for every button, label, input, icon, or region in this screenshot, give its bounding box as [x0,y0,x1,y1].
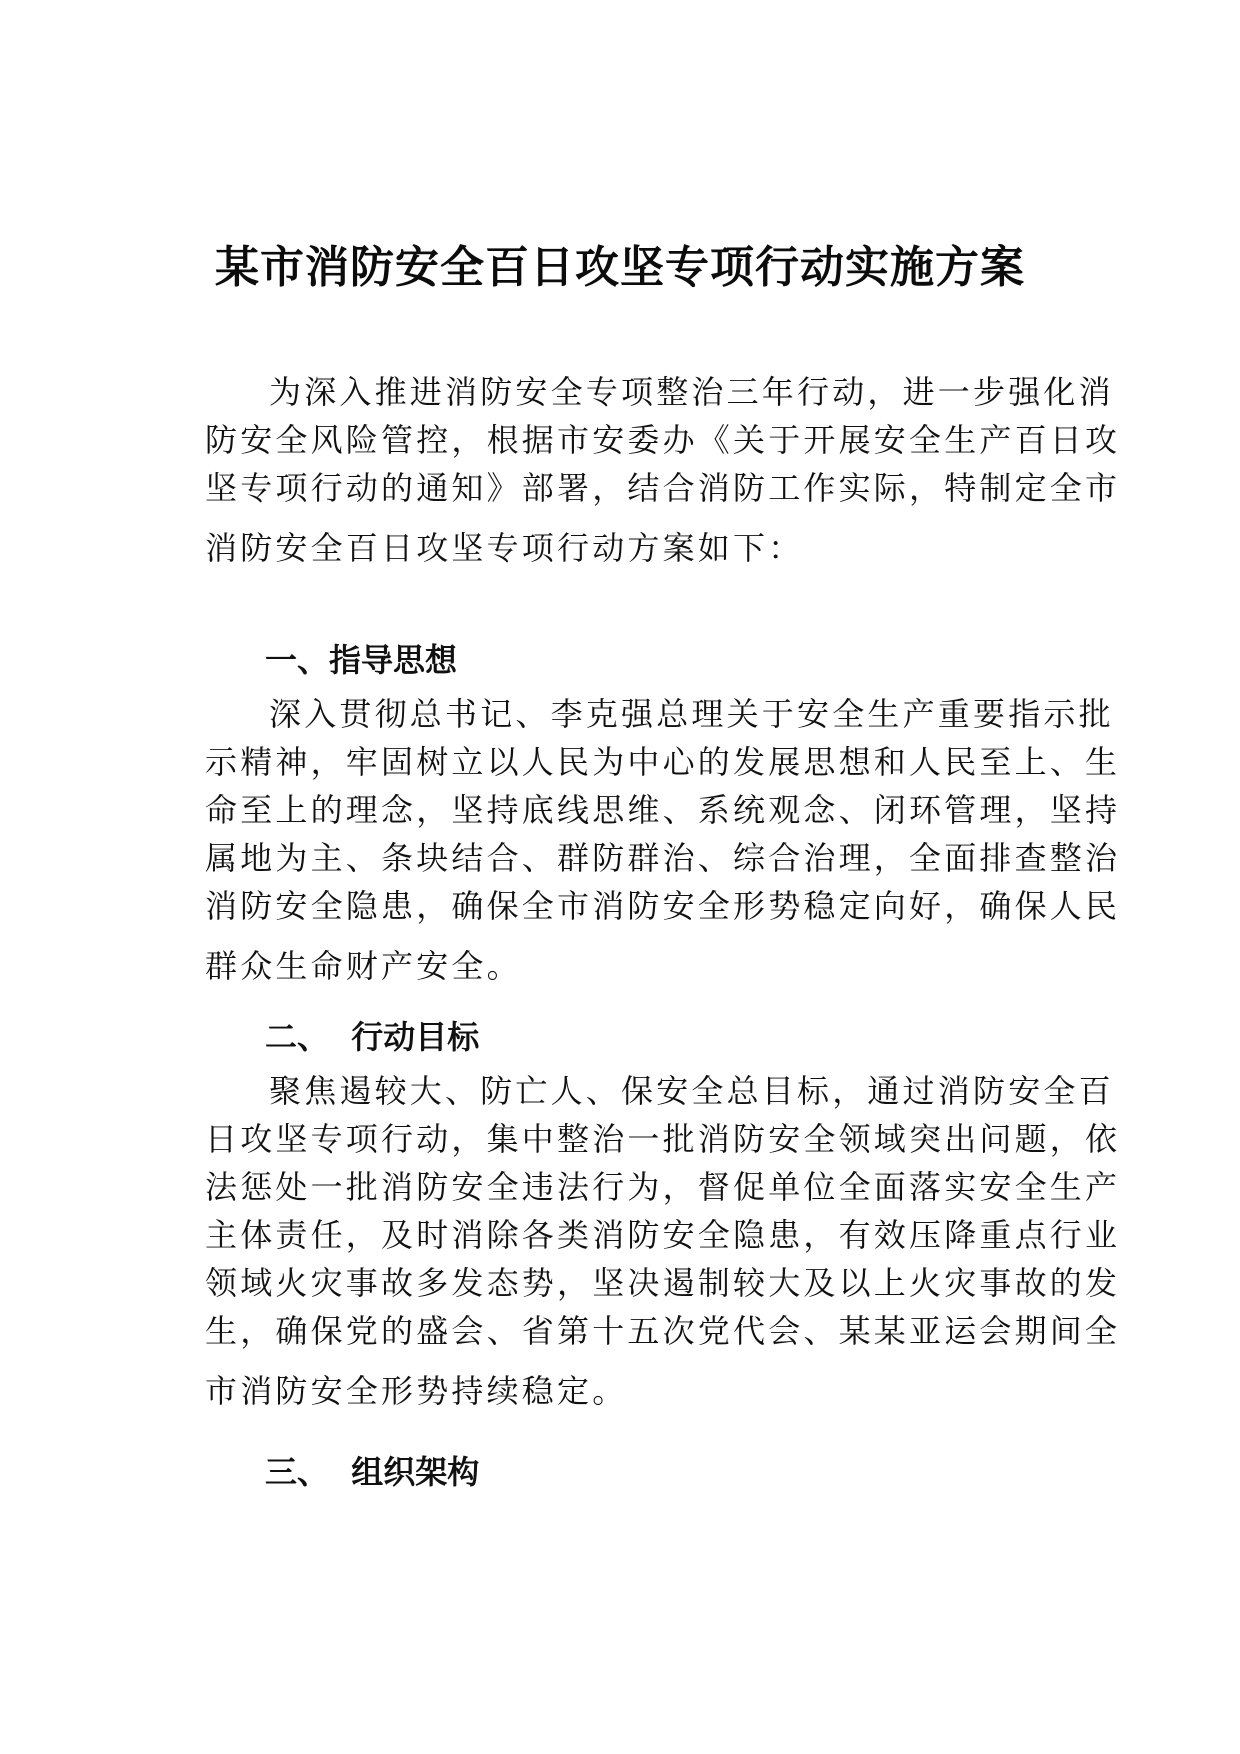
paragraph-line: 深入贯彻总书记、李克强总理关于安全生产重要指示批 [269,695,1114,733]
section-heading: 三、 组织架构 [265,1453,480,1491]
paragraph-line: 消防安全百日攻坚专项行动方案如下： [205,529,804,567]
paragraph-line: 群众生命财产安全。 [205,947,522,985]
paragraph-line: 命至上的理念，坚持底线思维、系统观念、闭环管理，坚持 [205,791,1121,829]
section-paragraph [205,1067,1121,1415]
section-paragraph [205,690,1121,990]
intro-paragraph [205,368,1121,572]
paragraph-line: 日攻坚专项行动，集中整治一批消防安全领域突出问题，依 [205,1120,1121,1158]
paragraph-line: 属地为主、条块结合、群防群治、综合治理，全面排查整治 [205,839,1121,877]
paragraph-line: 防安全风险管控，根据市安委办《关于开展安全生产百日攻 [205,421,1121,459]
paragraph-line: 领域火灾事故多发态势，坚决遏制较大及以上火灾事故的发 [205,1264,1121,1302]
paragraph-line: 坚专项行动的通知》部署，结合消防工作实际，特制定全市 [205,469,1121,507]
paragraph-line: 聚焦遏较大、防亡人、保安全总目标，通过消防安全百 [269,1072,1114,1110]
paragraph-line: 示精神，牢固树立以人民为中心的发展思想和人民至上、生 [205,743,1121,781]
paragraph-line: 生，确保党的盛会、省第十五次党代会、某某亚运会期间全 [205,1312,1121,1350]
document-title: 某市消防安全百日攻坚专项行动实施方案 [215,242,1025,293]
paragraph-line: 消防安全隐患，确保全市消防安全形势稳定向好，确保人民 [205,887,1121,925]
paragraph-line: 主体责任，及时消除各类消防安全隐患，有效压降重点行业 [205,1216,1121,1254]
section-heading: 二、 行动目标 [265,1018,480,1056]
paragraph-line: 市消防安全形势持续稳定。 [205,1372,628,1410]
paragraph-line: 法惩处一批消防安全违法行为，督促单位全面落实安全生产 [205,1168,1121,1206]
paragraph-line: 为深入推进消防安全专项整治三年行动，进一步强化消 [269,373,1114,411]
section-heading: 一、指导思想 [265,641,458,679]
